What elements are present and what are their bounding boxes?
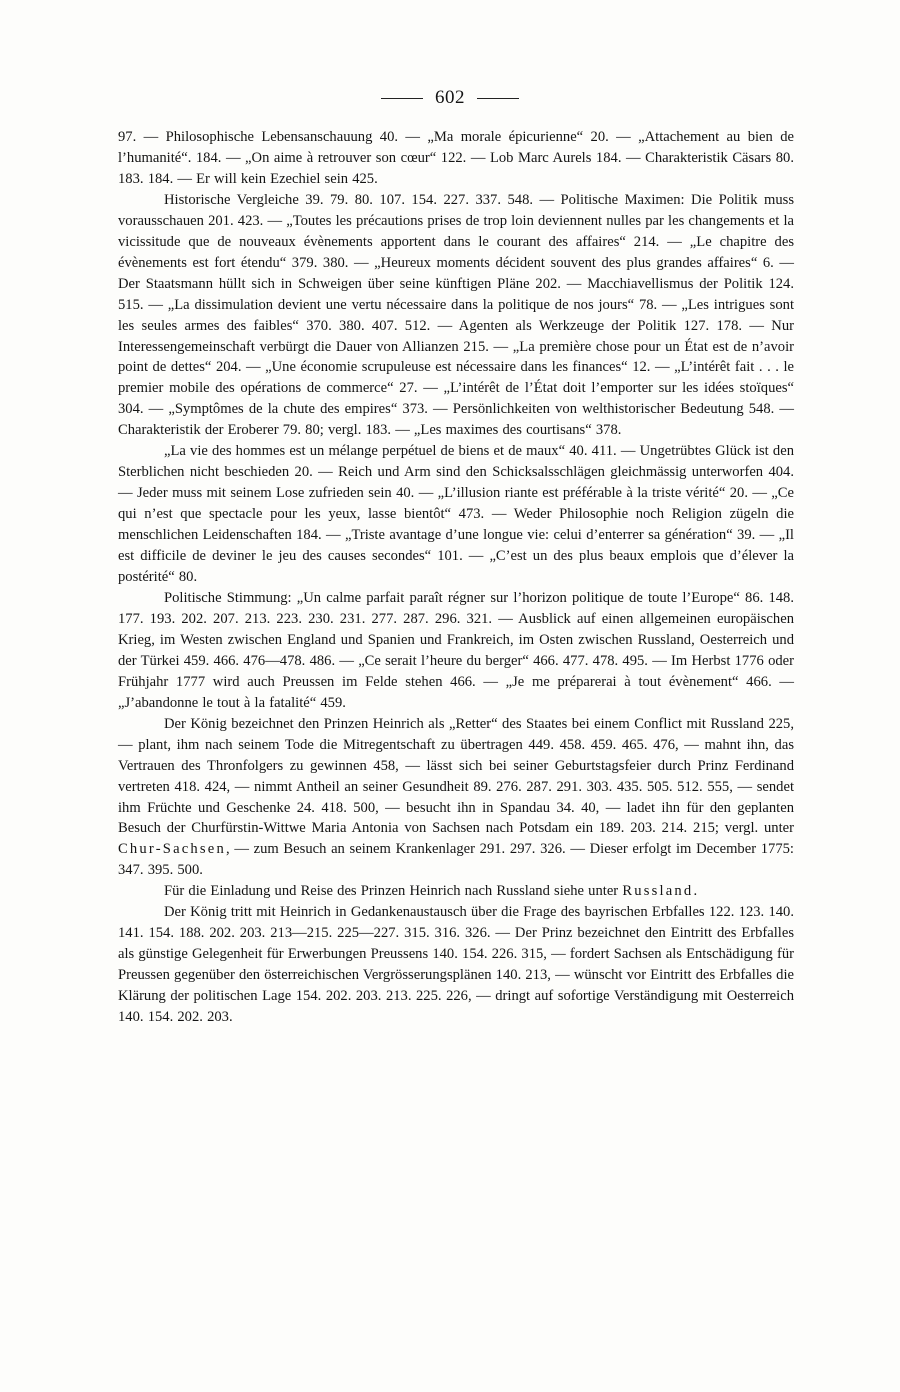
paragraph-p6 — [118, 881, 794, 902]
paragraph-text: Für die Einladung und Reise des Prinzen Heinrich nach Russland siehe unter — [164, 883, 623, 900]
spaced-reference: Chur-Sachsen — [118, 841, 226, 858]
paragraph-text: Der König tritt mit Heinrich in Gedankenaustausch über die Frage des bayrischen Erbfalles 122. 123. 140. 141. 154. 188. 202. 203. 213—215. 225—227. 315. 316. 326. — Der Prinz bezeichnet den Eintritt des Erbfalles als günstige Gelegenheit für Erwerbungen Preussens 140. 154. 226. 315, — fordert Sachsen als Entschädigung für Preussen gegenüber den österreichischen Vergrösserungsplänen 140. 213, — wünscht vor Eintritt des Erbfalles die Klärung der politischen Lage 154. 202. 203. 213. 225. 226, — dringt auf sofortige Verständigung mit Oesterreich 140. 154. 202. 203. — [118, 904, 794, 1026]
paragraph-text: 97. — Philosophische Lebensanschauung 40. — „Ma morale épicurienne“ 20. — „Attachement au bien de l’humanité“. 184. — „On aime à retrouver son cœur“ 122. — Lob Marc Aurels 184. — Charakteristik Cäsars 80. 183. 184. — Er will kein Ezechiel sein 425. — [118, 129, 794, 187]
paragraph-p2 — [118, 190, 794, 441]
paragraph-text: Historische Vergleiche 39. 79. 80. 107. 154. 227. 337. 548. — Politische Maximen: Die Politik muss vorausschauen 201. 423. — „Toutes les précautions prises de trop loin deviennent nulles par les changements et la vicissitude que de nouveaux évènements apportent dans le courant des affaires“ 214. — „Le chapitre des évènements est fort étendu“ 379. 380. — „Heureux moments décident souvent des plus grandes affaires“ 6. — Der Staatsmann hüllt sich in Schweigen über seine künftigen Pläne 202. — Macchiavellismus der Politik 124. 515. — „La dissimulation devient une vertu nécessaire dans la politique de nos jours“ 78. — „Les intrigues sont les seules armes des faibles“ 370. 380. 407. 512. — Agenten als Werkzeuge der Politik 127. 178. — Nur Interessengemeinschaft verbürgt die Dauer von Allianzen 215. — „La première chose pour un État est de n’avoir point de dettes“ 204. — „Une économie scrupuleuse est nécessaire dans les finances“ 12. — „L’intérêt fait . . . le premier mobile des opérations de commerce“ 27. — „L’intérêt de l’État doit l’emporter sur les idées stoïques“ 304. — „Symptômes de la chute des empires“ 373. — Persönlichkeiten von welthistorischer Bedeutung 548. — Charakteristik der Eroberer 79. 80; vergl. 183. — „Les maximes des courtisans“ 378. — [118, 191, 794, 439]
paragraph-text: Der König bezeichnet den Prinzen Heinrich als „Retter“ des Staates bei einem Conflict mit Russland 225, — plant, ihm nach seinem Tode die Mitregentschaft zu übertragen 449. 458. 459. 465. 476, — mahnt ihn, das Vertrauen des Thronfolgers zu gewinnen 458, — lässt sich bei seiner Geburtstagsfeier durch Prinz Ferdinand vertreten 418. 424, — nimmt Antheil an seiner Gesundheit 89. 276. 287. 291. 303. 435. 505. 512. 555, — sendet ihm Früchte und Geschenke 24. 418. 500, — besucht ihn in Spandau 34. 40, — ladet ihn für den geplanten Besuch der Churfürstin-Wittwe Maria Antonia von Sachsen nach Potsdam ein 189. 203. 214. 215; vergl. unter — [118, 715, 794, 837]
header-rule-right — [477, 98, 519, 99]
body-text — [118, 127, 794, 1028]
paragraph-text: , — zum Besuch an seinem Krankenlager 291. 297. 326. — Dieser erfolgt im December 1775: 347. 395. 500. — [118, 841, 794, 879]
paragraph-p7 — [118, 902, 794, 1028]
page-number: 602 — [435, 87, 465, 108]
page-header — [0, 84, 900, 112]
paragraph-text: Politische Stimmung: „Un calme parfait paraît régner sur l’horizon politique de toute l’Europe“ 86. 148. 177. 193. 202. 207. 213. 223. 230. 231. 277. 287. 296. 321. — Ausblick auf einen allgemeinen europäischen Krieg, im Westen zwischen England und Spanien und Frankreich, im Osten zwischen Russland, Oesterreich und der Türkei 459. 466. 476—478. 486. — „Ce serait l’heure du berger“ 466. 477. 478. 495. — Im Herbst 1776 oder Frühjahr 1777 wird auch Preussen im Felde stehen 466. — „Je me préparerai à tout évènement“ 466. — „J’abandonne le tout à la fatalité“ 459. — [118, 589, 794, 711]
spaced-reference: Russland — [622, 883, 694, 900]
paragraph-p4 — [118, 588, 794, 714]
paragraph-p5 — [118, 714, 794, 882]
paragraph-text: . — [693, 883, 698, 900]
paragraph-p1 — [118, 127, 794, 190]
header-rule-left — [381, 98, 423, 99]
paragraph-text: „La vie des hommes est un mélange perpétuel de biens et de maux“ 40. 411. — Ungetrübtes Glück ist den Sterblichen nicht beschieden 20. — Reich und Arm sind den Schicksalsschlägen gleichmässig unterworfen 404. — Jeder muss mit seinem Lose zufrieden sein 40. — „L’illusion riante est préférable à la triste vérité“ 20. — „Ce qui n’est que spectacle pour les yeux, lasse bientôt“ 473. — Weder Philosophie noch Religion zügeln die menschlichen Leidenschaften 184. — „Triste avantage d’une longue vie: celui d’enterrer sa génération“ 39. — „Il est difficile de deviner le jeu des causes secondes“ 101. — „C’est un des plus beaux emplois que d’élever la postérité“ 80. — [118, 443, 794, 586]
paragraph-p3 — [118, 441, 794, 588]
